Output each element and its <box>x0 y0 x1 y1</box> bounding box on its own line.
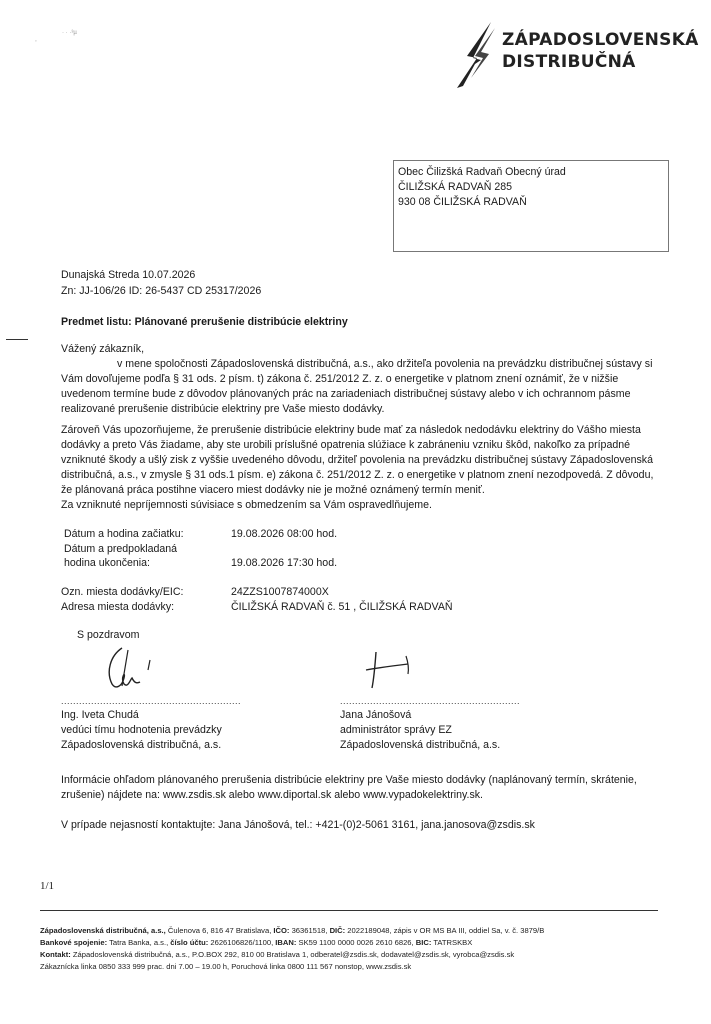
contact-line: V prípade nejasností kontaktujte: Jana Jánošová, tel.: +421-(0)2-5061 3161, jana.janosova@zsdis.sk <box>61 819 535 831</box>
scan-mark: ¸ <box>35 36 37 42</box>
paragraph1-line: v mene spoločnosti Západoslovenská distribučná, a.s., ako držiteľa povolenia na prevádzku distribučnej sústavy si <box>117 358 653 370</box>
recipient-address-box <box>393 160 669 252</box>
paragraph1-line: Vám dovoľujeme podľa § 31 ods. 2 písm. t) zákona č. 251/2012 Z. z. o energetike v platnom znení oznámiť, že v nižšie <box>61 373 619 385</box>
paragraph2-line: vzniknuté škody a ušlý zisk z vyššie uvedeného dôvodu, držiteľ povolenia na prevádzku distribučnej sústavy Západoslovenská <box>61 454 653 466</box>
footer-rule <box>40 910 658 911</box>
signatory1-company: Západoslovenská distribučná, a.s. <box>61 739 222 751</box>
paragraph1-line: uvedenom termíne bude z dôvodov plánovaných prác na zariadeniach distribučnej sústavy alebo v ich ochrannom pásme <box>61 388 631 400</box>
signatory2-title: administrátor správy EZ <box>340 724 452 736</box>
page-number: 1/1 <box>40 880 55 892</box>
paragraph2-line: distribučná, a.s., v zmysle § 31 ods.1 písm. e) zákona č. 251/2012 Z. z. o energetike v platnom znení nezodpovedá. Z dôvodu, <box>61 469 654 481</box>
info-line: Informácie ohľadom plánovaného prerušenia distribúcie elektriny pre Vaše miesto dodávky (naplánovaný termín, skrátenie, <box>61 774 637 786</box>
scan-mark: · · ·³µ <box>62 30 77 36</box>
paragraph2-line: Zároveň Vás upozorňujeme, že prerušenie distribúcie elektriny bude mať za následok nedodávku elektriny do Vášho miesta <box>61 424 641 436</box>
eic-value: 24ZZS1007874000X <box>231 586 329 598</box>
footer-line1: Západoslovenská distribučná, a.s., Čulenova 6, 816 47 Bratislava, IČO: 36361518, DIČ: 2022189048, zápis v OR MS BA III, oddiel Sa, v. č. 3879/B <box>40 926 545 935</box>
footer-line3: Kontakt: Západoslovenská distribučná, a.s., P.O.BOX 292, 810 00 Bratislava 1, odberatel@zsdis.sk, dodavatel@zsdis.sk, vyrobca@zsdis.sk <box>40 950 515 959</box>
end-label-line1: Dátum a predpokladaná <box>64 543 178 555</box>
eic-label: Ozn. miesta dodávky/EIC: <box>61 586 184 598</box>
footer-line2: Bankové spojenie: Tatra Banka, a.s., číslo účtu: 2626106826/1100, IBAN: SK59 1100 0000 0026 2610 6826, BIC: TATRSKBX <box>40 938 473 947</box>
paragraph2-line: dodávky a preto Vás žiadame, aby ste urobili príslušné opatrenia slúžiace k zabráneniu vzniku škôd, nakoľko za prípadné <box>61 439 631 451</box>
signature-1 <box>100 642 160 692</box>
signatory2-company: Západoslovenská distribučná, a.s. <box>340 739 501 751</box>
signature-2 <box>362 648 422 692</box>
logo-line2: DISTRIBUČNÁ <box>502 52 636 72</box>
start-label: Dátum a hodina začiatku: <box>64 528 184 540</box>
start-value: 19.08.2026 08:00 hod. <box>231 528 338 540</box>
reference-number: Zn: JJ-106/26 ID: 26-5437 CD 25317/2026 <box>61 285 262 297</box>
info-line: zrušenie) nájdete na: www.zsdis.sk alebo www.diportal.sk alebo www.vypadokelektriny.sk. <box>61 789 483 801</box>
recipient-line1: Obec Čilizšká Radvaň Obecný úrad <box>398 166 566 178</box>
end-label-line2: hodina ukončenia: <box>64 557 150 569</box>
place-date: Dunajská Streda 10.07.2026 <box>61 269 196 281</box>
footer-line4: Zákaznícka linka 0850 333 999 prac. dni 7.00 – 19.00 h, Poruchová linka 0800 111 567 nonstop, www.zsdis.sk <box>40 962 412 971</box>
logo-line1: ZÁPADOSLOVENSKÁ <box>502 30 699 50</box>
salutation: Vážený zákazník, <box>61 343 145 355</box>
fold-mark <box>6 339 28 340</box>
lightning-bolt-icon <box>453 20 501 90</box>
address-value: ČILIŽSKÁ RADVAŇ č. 51 , ČILIŽSKÁ RADVAŇ <box>231 601 453 613</box>
recipient-line2: ČILIŽSKÁ RADVAŇ 285 <box>398 181 513 193</box>
paragraph2-line: Za vzniknuté nepríjemnosti súvisiace s obmedzením sa Vám ospravedlňujeme. <box>61 499 432 511</box>
signature-line-1: ............................................................ <box>61 696 242 706</box>
signatory2-name: Jana Jánošová <box>340 709 412 721</box>
signature-line-2: ............................................................ <box>340 696 521 706</box>
signatory1-title: vedúci tímu hodnotenia prevádzky <box>61 724 222 736</box>
subject: Predmet listu: Plánované prerušenie distribúcie elektriny <box>61 316 348 328</box>
signatory1-name: Ing. Iveta Chudá <box>61 709 139 721</box>
recipient-line3: 930 08 ČILIŽSKÁ RADVAŇ <box>398 196 527 208</box>
closing: S pozdravom <box>77 629 140 641</box>
paragraph1-line: realizované prerušenie distribúcie elektriny pre Vaše miesto dodávky. <box>61 403 385 415</box>
paragraph2-line: že plánovaná práca postihne viacero miest dodávky nie je možné oznámený termín meniť. <box>61 484 485 496</box>
end-value: 19.08.2026 17:30 hod. <box>231 557 338 569</box>
address-label: Adresa miesta dodávky: <box>61 601 175 613</box>
